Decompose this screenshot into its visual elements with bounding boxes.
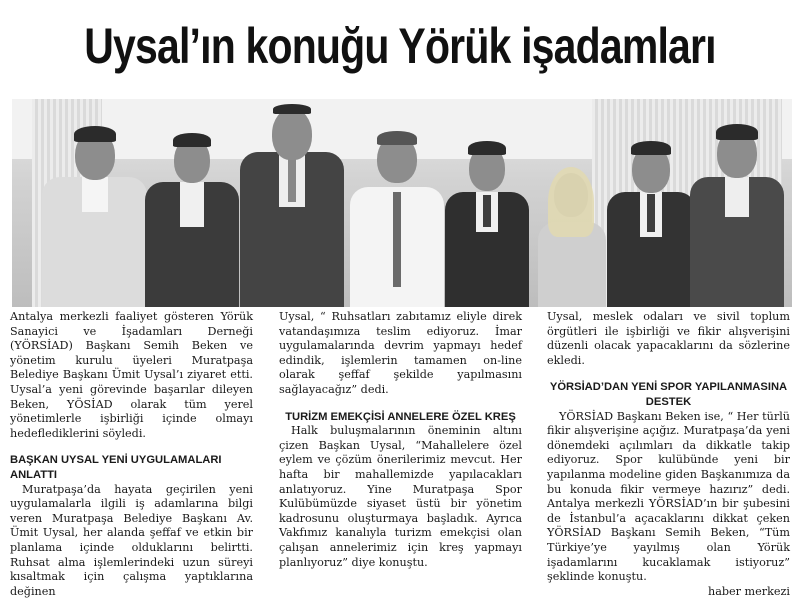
person-figure xyxy=(442,139,532,307)
person-figure xyxy=(347,129,447,307)
paragraph: Uysal, “ Ruhsatları zabıtamız eliyle direk vatandaşımıza teslim ediyoruz. İmar uygulamalarında devrim yapmayı hedef edindik, işlemlerin tamamen on-line olarak şeffaf şekilde yapılmasını sağlayacağız” dedi. xyxy=(279,310,522,396)
article-column-3 xyxy=(547,310,790,599)
subheading: BAŞKAN UYSAL YENİ UYGULAMALARI ANLATTI xyxy=(10,454,222,481)
article-column-2 xyxy=(279,310,522,570)
paragraph: Uysal, meslek odaları ve sivil toplum örgütleri ile işbirliği ve fikir alışverişini düzenli olacak yapacaklarını da sözlerine ekledi. xyxy=(547,310,790,367)
news-photo xyxy=(12,99,792,307)
article-column-1 xyxy=(10,310,253,599)
paragraph: YÖRSİAD Başkanı Beken ise, “ Her türlü fikir alışverişine açığız. Muratpaşa’da yeni dönemdeki açılımları da dikkatle takip ediyoruz. Spor kulübünde yeni bir yapılanma modeline giden Başkanımıza da bu konuda fikir vermeye hazırız” dedi. Antalya merkezli YÖRSİAD’ın bir şubesini de İstanbul’a açacaklarını dikkat çeken YÖRSİAD Başkanı Semih Beken, “Tüm Türkiye’ye yayılmış olan Yörük işadamlarını kucaklamak istiyoruz” şeklinde konuştu. xyxy=(547,409,790,584)
person-figure xyxy=(237,102,347,307)
subheading: TURİZM EMEKÇİSİ ANNELERE ÖZEL KREŞ xyxy=(285,410,516,423)
paragraph: Muratpaşa’da hayata geçirilen yeni uygulamalarla ilgili iş adamlarına bilgi veren Muratpaşa Belediye Başkanı Av. Ümit Uysal, her alanda şeffaf ve etkin bir planlama içinde olduklarını belirtti. Ruhsat alma işlemlerindeki uzun süreyi kısaltmak için çalışma yaptıklarına değinen xyxy=(10,482,253,598)
person-figure xyxy=(687,122,787,307)
person-figure xyxy=(604,139,699,307)
headline: Uysal’ın konuğu Yörük işadamları xyxy=(84,18,716,74)
person-figure xyxy=(142,129,242,307)
person-figure xyxy=(532,167,612,307)
subheading: YÖRSİAD’DAN YENİ SPOR YAPILANMASINA DESTEK xyxy=(549,381,788,408)
paragraph: Antalya merkezli faaliyet gösteren Yörük Sanayici ve İşadamları Derneği (YÖRSİAD) Başkanı Semih Beken ve yönetim kurulu üyeleri Muratpaşa Belediye Başkanı Ümit Uysal’ı ziyaret etti. Uysal’a yeni görevinde başarılar dileyen Beken, YÖSİAD olarak tüm yerel yönetimlerle işbirliği içinde olmayı hedeflediklerini söyledi. xyxy=(10,310,253,440)
person-figure xyxy=(37,122,152,307)
byline: haber merkezi xyxy=(707,584,790,598)
paragraph: Halk buluşmalarının öneminin altını çizen Başkan Uysal, “Mahallelere özel eylem ve çözüm önerilerimiz mevcut. Her hafta bir mahallemizde yapılacakları anlatıyoruz. Yine Muratpaşa Spor Kulübümüzde siyaset üstü bir yönetim kadrosunu oluşturmaya başladık. Ayrıca Vakfımız kanalıyla turizm emekçisi olan çalışan annelerimiz için kreş yapmayı planlıyoruz” diye konuştu. xyxy=(279,424,522,569)
